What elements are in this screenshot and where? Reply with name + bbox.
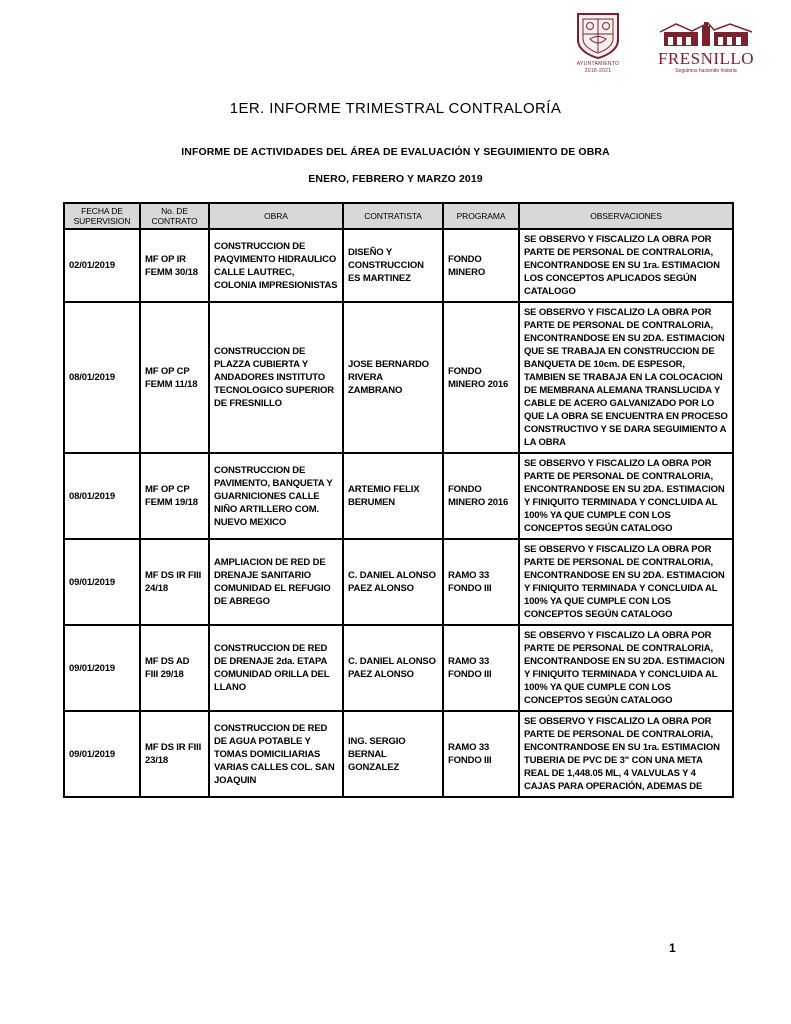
- shield-crest-icon: [568, 12, 628, 60]
- cell-contratista: ARTEMIO FELIX BERUMEN: [343, 453, 443, 539]
- cell-contratista: DISEÑO Y CONSTRUCCION ES MARTINEZ: [343, 229, 443, 302]
- cell-observaciones: SE OBSERVO Y FISCALIZO LA OBRA POR PARTE DE PERSONAL DE CONTRALORIA, ENCONTRANDOSE EN SU 1ra. ESTIMACION LOS CONCEPTOS APLICADOS SEGÚN CATALOGO: [519, 229, 733, 302]
- cell-observaciones: SE OBSERVO Y FISCALIZO LA OBRA POR PARTE DE PERSONAL DE CONTRALORIA, ENCONTRANDOSE EN SU 2DA. ESTIMACION Y FINIQUITO TERMINADA Y CONCLUIDA AL 100% YA QUE CUMPLE CON LOS CONCEPTOS SEGÚN CATALOGO: [519, 453, 733, 539]
- report-subtitle: INFORME DE ACTIVIDADES DEL ÁREA DE EVALUACIÓN Y SEGUIMIENTO DE OBRA: [181, 146, 610, 158]
- cell-fecha-supervision: 09/01/2019: [64, 711, 140, 797]
- column-header-contratista: CONTRATISTA: [343, 203, 443, 229]
- page-title: 1ER. INFORME TRIMESTRAL CONTRALORÍA: [229, 100, 562, 117]
- cell-programa: FONDO MINERO: [443, 229, 519, 302]
- page-number: 1: [669, 941, 676, 955]
- cell-fecha-supervision: 08/01/2019: [64, 302, 140, 453]
- column-header-no-contrato: No. DE CONTRATO: [140, 203, 209, 229]
- brand-wordmark: FRESNILLO: [657, 49, 755, 68]
- cell-no-contrato: MF DS IR FIII 23/18: [140, 711, 209, 797]
- cell-no-contrato: MF DS AD FIII 29/18: [140, 625, 209, 711]
- aqueduct-icon: [652, 20, 760, 50]
- cell-programa: RAMO 33 FONDO III: [443, 711, 519, 797]
- cell-contratista: JOSE BERNARDO RIVERA ZAMBRANO: [343, 302, 443, 453]
- table-header-row: [64, 203, 733, 229]
- cell-programa: RAMO 33 FONDO III: [443, 625, 519, 711]
- cell-contratista: C. DANIEL ALONSO PAEZ ALONSO: [343, 625, 443, 711]
- cell-programa: FONDO MINERO 2016: [443, 302, 519, 453]
- column-header-programa: PROGRAMA: [443, 203, 519, 229]
- cell-no-contrato: MF OP CP FEMM 11/18: [140, 302, 209, 453]
- cell-programa: FONDO MINERO 2016: [443, 453, 519, 539]
- cell-fecha-supervision: 02/01/2019: [64, 229, 140, 302]
- cell-no-contrato: MF OP IR FEMM 30/18: [140, 229, 209, 302]
- cell-observaciones: SE OBSERVO Y FISCALIZO LA OBRA POR PARTE DE PERSONAL DE CONTRALORIA, ENCONTRANDOSE EN SU 2DA. ESTIMACION QUE SE TRABAJA EN CONSTRUCCION DE BANQUETA DE 10cm. DE ESPESOR, TAMBIEN SE TRABAJA EN LA COLOCACION DE MEMBRANA ALEMANA TRANSLUCIDA Y CABLE DE ACERO GALVANIZADO POR LO QUE LA OBRA SE ENCUENTRA EN PROCESO CONSTRUCTIVO Y SE DARA SEGUIMIENTO A LA OBRA: [519, 302, 733, 453]
- crest-caption-line2: 2018-2021: [584, 68, 612, 74]
- cell-observaciones: SE OBSERVO Y FISCALIZO LA OBRA POR PARTE DE PERSONAL DE CONTRALORIA, ENCONTRANDOSE EN SU 1ra. ESTIMACION TUBERIA DE PVC DE 3" CON UNA META REAL DE 1,448.05 ML, 4 VALVULAS Y 4 CAJAS PARA OPERACIÓN, ADEMAS DE: [519, 711, 733, 797]
- column-header-fecha-supervision: FECHA DE SUPERVISION: [64, 203, 140, 229]
- ayuntamiento-crest: [568, 12, 628, 74]
- cell-obra: CONSTRUCCION DE RED DE AGUA POTABLE Y TOMAS DOMICILIARIAS VARIAS CALLES COL. SAN JOAQUIN: [209, 711, 343, 797]
- cell-no-contrato: MF DS IR FIII 24/18: [140, 539, 209, 625]
- report-table: [63, 202, 734, 798]
- table-row: [64, 711, 733, 797]
- cell-obra: CONSTRUCCION DE PLAZZA CUBIERTA Y ANDADORES INSTITUTO TECNOLOGICO SUPERIOR DE FRESNILLO: [209, 302, 343, 453]
- table-row: [64, 539, 733, 625]
- cell-obra: CONSTRUCCION DE PAQVIMENTO HIDRAULICO CALLE LAUTREC, COLONIA IMPRESIONISTAS: [209, 229, 343, 302]
- crest-caption-line1: AYUNTAMIENTO: [576, 61, 620, 67]
- table-row: [64, 302, 733, 453]
- brand-tagline: Seguimos haciendo historia: [675, 68, 737, 74]
- cell-obra: CONSTRUCCION DE PAVIMENTO, BANQUETA Y GUARNICIONES CALLE NIÑO ARTILLERO COM. NUEVO MEXICO: [209, 453, 343, 539]
- table-row: [64, 229, 733, 302]
- cell-fecha-supervision: 09/01/2019: [64, 539, 140, 625]
- cell-observaciones: SE OBSERVO Y FISCALIZO LA OBRA POR PARTE DE PERSONAL DE CONTRALORIA, ENCONTRANDOSE EN SU 2DA. ESTIMACION Y FINIQUITO TERMINADA Y CONCLUIDA AL 100% YA QUE CUMPLE CON LOS CONCEPTOS SEGÚN CATALOGO: [519, 539, 733, 625]
- table-row: [64, 453, 733, 539]
- cell-obra: AMPLIACION DE RED DE DRENAJE SANITARIO COMUNIDAD EL REFUGIO DE ABREGO: [209, 539, 343, 625]
- header-logos: [568, 12, 760, 74]
- fresnillo-logo: [652, 12, 760, 74]
- column-header-obra: OBRA: [209, 203, 343, 229]
- cell-contratista: C. DANIEL ALONSO PAEZ ALONSO: [343, 539, 443, 625]
- cell-fecha-supervision: 09/01/2019: [64, 625, 140, 711]
- cell-fecha-supervision: 08/01/2019: [64, 453, 140, 539]
- table-body: [64, 229, 733, 797]
- cell-observaciones: SE OBSERVO Y FISCALIZO LA OBRA POR PARTE DE PERSONAL DE CONTRALORIA, ENCONTRANDOSE EN SU 2DA. ESTIMACION Y FINIQUITO TERMINADA Y CONCLUIDA AL 100% YA QUE CUMPLE CON LOS CONCEPTOS SEGÚN CATALOGO: [519, 625, 733, 711]
- report-period: ENERO, FEBRERO Y MARZO 2019: [308, 173, 483, 185]
- cell-programa: RAMO 33 FONDO III: [443, 539, 519, 625]
- cell-contratista: ING. SERGIO BERNAL GONZALEZ: [343, 711, 443, 797]
- table-row: [64, 625, 733, 711]
- cell-obra: CONSTRUCCION DE RED DE DRENAJE 2da. ETAPA COMUNIDAD ORILLA DEL LLANO: [209, 625, 343, 711]
- column-header-observaciones: OBSERVACIONES: [519, 203, 733, 229]
- cell-no-contrato: MF OP CP FEMM 19/18: [140, 453, 209, 539]
